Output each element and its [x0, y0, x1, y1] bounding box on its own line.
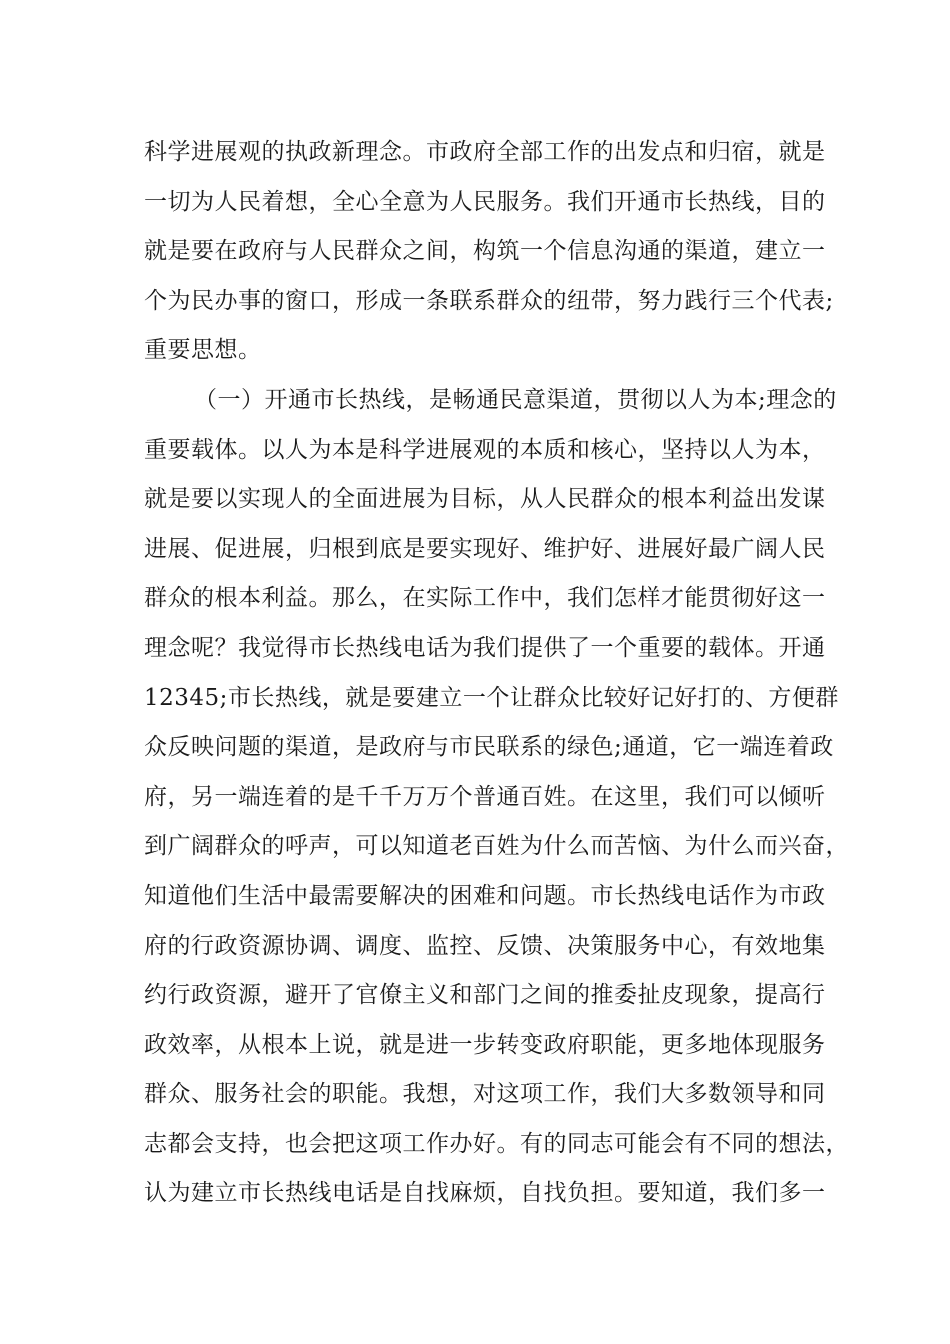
- paragraph-start-line: （一）开通市长热线，是畅通民意渠道，贯彻以人为本;理念的: [194, 386, 837, 413]
- text-line: 知道他们生活中最需要解决的困难和问题。市长热线电话作为市政: [144, 882, 826, 909]
- text-line: 政效率，从根本上说，就是进一步转变政府职能，更多地体现服务: [144, 1031, 826, 1058]
- text-line: 志都会支持，也会把这项工作办好。有的同志可能会有不同的想法，: [144, 1130, 849, 1157]
- text-line: 科学进展观的执政新理念。市政府全部工作的出发点和归宿，就是: [144, 139, 826, 165]
- text-line: 就是要以实现人的全面进展为目标，从人民群众的根本利益出发谋: [144, 486, 826, 513]
- text-line: 群众、服务社会的职能。我想，对这项工作，我们大多数领导和同: [144, 1081, 826, 1108]
- body-text: [144, 128, 849, 1219]
- text-line: 约行政资源，避开了官僚主义和部门之间的推委扯皮现象，提高行: [144, 982, 826, 1009]
- text-line: 进展、促进展，归根到底是要实现好、维护好、进展好最广阔人民: [144, 535, 826, 562]
- text-line: 理念呢？我觉得市长热线电话为我们提供了一个重要的载体。开通: [144, 634, 826, 661]
- text-line: 众反映问题的渠道，是政府与市民联系的绿色;通道，它一端连着政: [144, 734, 834, 761]
- text-line: 一切为人民着想，全心全意为人民服务。我们开通市长热线，目的: [144, 188, 826, 215]
- text-line: 群众的根本利益。那么，在实际工作中，我们怎样才能贯彻好这一: [144, 585, 826, 612]
- text-line: 认为建立市长热线电话是自找麻烦，自找负担。要知道，我们多一: [144, 1180, 826, 1207]
- text-line: 重要思想。: [144, 337, 262, 364]
- text-line: 12345;市长热线，就是要建立一个让群众比较好记好打的、方便群: [144, 684, 839, 711]
- text-line: 府的行政资源协调、调度、监控、反馈、决策服务中心，有效地集: [144, 932, 826, 959]
- text-line: 个为民办事的窗口，形成一条联系群众的纽带，努力践行三个代表;: [144, 287, 834, 314]
- text-line: 到广阔群众的呼声，可以知道老百姓为什么而苦恼、为什么而兴奋，: [144, 833, 849, 860]
- text-line: 府，另一端连着的是千千万万个普通百姓。在这里，我们可以倾听: [144, 783, 826, 810]
- text-line: 就是要在政府与人民群众之间，构筑一个信息沟通的渠道，建立一: [144, 238, 826, 265]
- text-line: 重要载体。以人为本是科学进展观的本质和核心，坚持以人为本，: [144, 436, 826, 463]
